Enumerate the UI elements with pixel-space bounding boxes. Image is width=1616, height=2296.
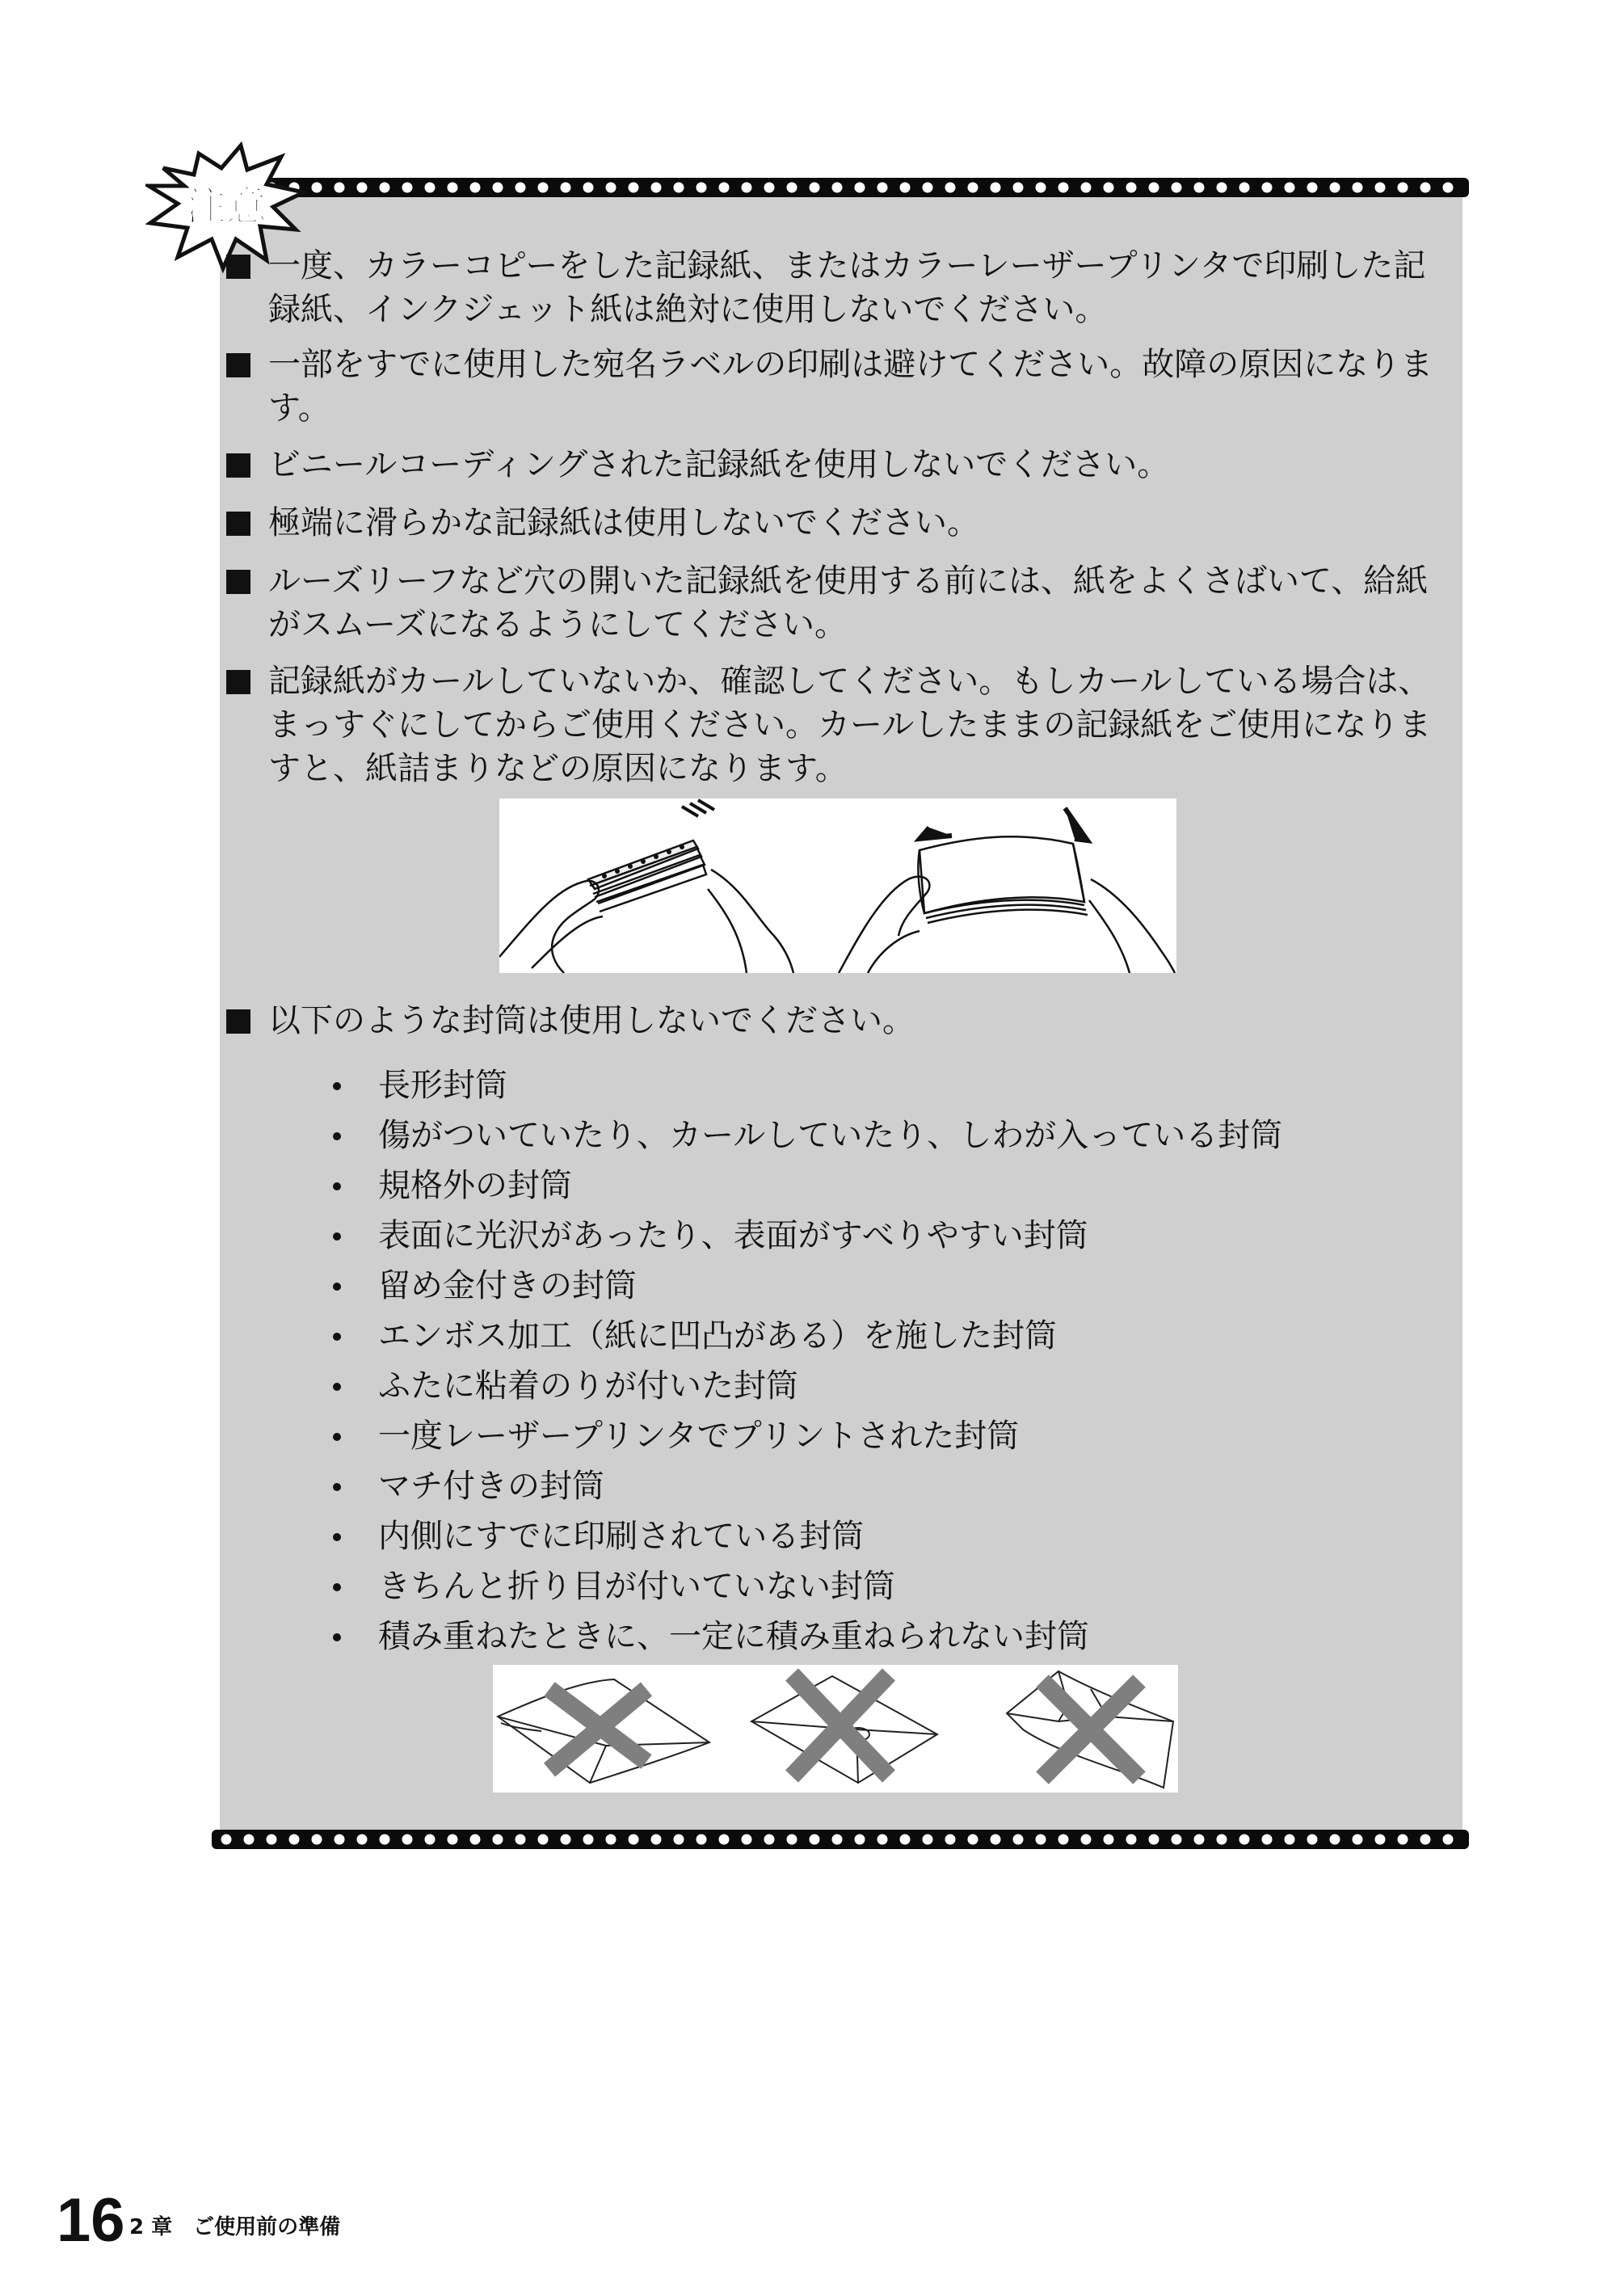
- perforation-dot: [221, 1835, 232, 1845]
- bullet-icon: [333, 1533, 341, 1541]
- bending-paper-stack-icon: [839, 808, 1175, 973]
- perforation-dot: [1172, 1835, 1182, 1845]
- perforation-dot: [1375, 183, 1386, 193]
- perforation-dot: [380, 1835, 390, 1845]
- perforation-dot: [516, 1835, 526, 1845]
- fanning-paper-stack-icon: [499, 800, 793, 973]
- perforation-dot: [1307, 1835, 1318, 1845]
- list-item: 内側にすでに印刷されている封筒: [330, 1511, 1445, 1561]
- perforation-dot: [538, 1835, 549, 1845]
- perforation-dot: [583, 183, 594, 193]
- bullet-icon: [333, 1433, 341, 1441]
- perforation-dot: [1217, 183, 1227, 193]
- perforation-dot: [1194, 183, 1205, 193]
- perforation-dot: [923, 1835, 933, 1845]
- perforation-dot: [470, 1835, 481, 1845]
- perforation-dot: [1217, 1835, 1227, 1845]
- perforation-dot: [787, 183, 797, 193]
- bullet-icon: [333, 1283, 341, 1291]
- page-number: 16: [57, 2186, 125, 2255]
- perforation-dot: [1013, 1835, 1024, 1845]
- caution-item-text: 極端に滑らかな記録紙は使用しないでください。: [268, 504, 979, 541]
- caution-item-text: ルーズリーフなど穴の開いた記録紙を使用する前には、紙をよくさばいて、給紙がスムーズになるようにしてください。: [268, 562, 1429, 643]
- square-bullet-icon: [226, 1009, 250, 1034]
- clasp-envelope-icon: [751, 1675, 937, 1783]
- square-bullet-icon: [226, 255, 250, 279]
- perforation-dot: [945, 1835, 956, 1845]
- perforation-dot: [538, 183, 549, 193]
- perforation-dot: [1081, 183, 1092, 193]
- caution-item-text: 一部をすでに使用した宛名ラベルの印刷は避けてください。故障の原因になります。: [268, 346, 1433, 427]
- perforation-dot: [1398, 1835, 1408, 1845]
- perforation-dot: [1126, 1835, 1137, 1845]
- bullet-icon: [333, 1633, 341, 1641]
- perforation-dot: [448, 183, 458, 193]
- caution-bottom-border: [212, 1830, 1469, 1849]
- caution-item-text: 一度、カラーコピーをした記録紙、またはカラーレーザープリンタで印刷した記録紙、インクジェット紙は絶対に使用しないでください。: [268, 247, 1426, 328]
- caution-item-6: [226, 659, 1454, 790]
- perforation-dot: [561, 183, 571, 193]
- perforation-dot: [651, 1835, 662, 1845]
- wrinkled-envelope-icon: [1007, 1671, 1173, 1788]
- square-bullet-icon: [226, 570, 250, 594]
- caution-item-7: [226, 999, 1454, 1043]
- perforation-dot: [267, 1835, 277, 1845]
- perforation-dot: [312, 1835, 322, 1845]
- bullet-icon: [333, 1182, 341, 1190]
- perforation-dot: [244, 1835, 255, 1845]
- perforation-dot: [1149, 1835, 1159, 1845]
- perforation-dot: [1149, 183, 1159, 193]
- square-bullet-icon: [226, 353, 250, 377]
- perforation-dot: [900, 183, 911, 193]
- list-item: 積み重ねたときに、一定に積み重ねられない封筒: [330, 1611, 1445, 1662]
- perforation-dot: [945, 183, 956, 193]
- list-item: 規格外の封筒: [330, 1161, 1445, 1211]
- perforation-dot: [1262, 1835, 1273, 1845]
- perforation-dot: [1126, 183, 1137, 193]
- curled-envelope-icon: [498, 1679, 709, 1783]
- unsuitable-envelopes-illustration: [493, 1665, 1178, 1793]
- perforation-dot: [335, 183, 345, 193]
- perforation-dot: [810, 183, 820, 193]
- perforation-dot: [493, 183, 503, 193]
- caution-item-5: [226, 559, 1454, 647]
- perforation-dot: [312, 183, 322, 193]
- perforation-dot: [651, 183, 662, 193]
- perforation-dot: [855, 1835, 865, 1845]
- perforation-dot: [877, 1835, 888, 1845]
- perforation-dot: [1262, 183, 1273, 193]
- list-item: ふたに粘着のりが付いた封筒: [330, 1361, 1445, 1411]
- perforation-dot: [493, 1835, 503, 1845]
- perforation-dot: [1330, 1835, 1340, 1845]
- perforation-dot: [357, 183, 368, 193]
- perforation-dot: [1194, 1835, 1205, 1845]
- chapter-title: 2 章 ご使用前の準備: [129, 2215, 341, 2239]
- perforation-dot: [1104, 183, 1114, 193]
- caution-item-3: [226, 443, 1454, 487]
- bullet-icon: [333, 1383, 341, 1391]
- square-bullet-icon: [226, 670, 250, 694]
- perforation-dot: [1013, 183, 1024, 193]
- perforation-dot: [1307, 183, 1318, 193]
- perforation-dot: [470, 183, 481, 193]
- bullet-icon: [333, 1082, 341, 1090]
- perforation-dot: [1353, 183, 1363, 193]
- perforation-dot: [742, 1835, 752, 1845]
- perforation-dot: [810, 1835, 820, 1845]
- perforation-dot: [289, 1835, 300, 1845]
- perforation-dot: [1420, 1835, 1431, 1845]
- perforation-dot: [1058, 1835, 1069, 1845]
- perforation-dot: [1443, 183, 1454, 193]
- perforation-dot: [380, 183, 390, 193]
- perforation-dot: [674, 1835, 684, 1845]
- perforation-dot: [1239, 183, 1250, 193]
- list-item: 傷がついていたり、カールしていたり、しわが入っている封筒: [330, 1110, 1445, 1161]
- perforation-dot: [1172, 183, 1182, 193]
- perforation-dot: [516, 183, 526, 193]
- bullet-icon: [333, 1483, 341, 1491]
- perforation-dot: [1036, 183, 1046, 193]
- bullet-icon: [333, 1333, 341, 1341]
- perforation-dot: [855, 183, 865, 193]
- perforation-dot: [606, 1835, 617, 1845]
- perforation-dot: [832, 1835, 843, 1845]
- perforation-dot: [674, 183, 684, 193]
- caution-item-text: 記録紙がカールしていないか、確認してください。もしカールしている場合は、まっすぐにしてからご使用ください。カールしたままの記録紙をご使用になりますと、紙詰まりなどの原因になります。: [268, 663, 1432, 787]
- perforation-dot: [1285, 1835, 1295, 1845]
- caution-top-border: [212, 178, 1469, 197]
- perforation-dot: [402, 183, 413, 193]
- perforation-dot: [1058, 183, 1069, 193]
- list-item: 一度レーザープリンタでプリントされた封筒: [330, 1411, 1445, 1461]
- perforation-dot: [448, 1835, 458, 1845]
- perforation-dot: [764, 183, 775, 193]
- perforation-dot: [402, 1835, 413, 1845]
- square-bullet-icon: [226, 512, 250, 536]
- list-item: エンボス加工（紙に凹凸がある）を施した封筒: [330, 1311, 1445, 1361]
- perforation-dot: [1420, 183, 1431, 193]
- perforation-dot: [561, 1835, 571, 1845]
- perforation-dot: [425, 183, 436, 193]
- caution-label: 注意: [186, 183, 267, 230]
- perforation-dot: [832, 183, 843, 193]
- perforation-dot: [1375, 1835, 1386, 1845]
- envelope-list: [330, 1060, 1445, 1662]
- list-item: 表面に光沢があったり、表面がすべりやすい封筒: [330, 1211, 1445, 1261]
- perforation-dot: [991, 1835, 1001, 1845]
- caution-item-1: [226, 244, 1454, 331]
- perforation-dot: [629, 1835, 639, 1845]
- perforation-dot: [606, 183, 617, 193]
- perforation-dot: [900, 1835, 911, 1845]
- perforation-dot: [877, 183, 888, 193]
- bullet-icon: [333, 1132, 341, 1140]
- caution-item-4: [226, 501, 1454, 545]
- list-item: 留め金付きの封筒: [330, 1261, 1445, 1311]
- perforation-dot: [1353, 1835, 1363, 1845]
- perforation-dot: [357, 1835, 368, 1845]
- perforation-dot: [764, 1835, 775, 1845]
- perforation-dot: [629, 183, 639, 193]
- bullet-icon: [333, 1583, 341, 1591]
- perforation-dot: [787, 1835, 797, 1845]
- list-item: きちんと折り目が付いていない封筒: [330, 1561, 1445, 1611]
- perforation-dot: [696, 183, 707, 193]
- perforation-dot: [696, 1835, 707, 1845]
- bullet-icon: [333, 1232, 341, 1241]
- perforation-dot: [1285, 183, 1295, 193]
- perforation-dot: [1081, 1835, 1092, 1845]
- square-bullet-icon: [226, 453, 250, 478]
- caution-item-text: ビニールコーディングされた記録紙を使用しないでください。: [268, 446, 1170, 483]
- perforation-dot: [968, 183, 978, 193]
- perforation-dot: [719, 183, 730, 193]
- perforation-dot: [1398, 183, 1408, 193]
- perforation-dot: [1330, 183, 1340, 193]
- caution-item-text: 以下のような封筒は使用しないでください。: [268, 1002, 915, 1039]
- list-item: 長形封筒: [330, 1060, 1445, 1110]
- perforation-dot: [1239, 1835, 1250, 1845]
- perforation-dot: [1036, 1835, 1046, 1845]
- perforation-dot: [968, 1835, 978, 1845]
- perforation-dot: [719, 1835, 730, 1845]
- perforation-dot: [1104, 1835, 1114, 1845]
- perforation-dot: [923, 183, 933, 193]
- perforation-dot: [742, 183, 752, 193]
- paper-fanning-illustration: [499, 798, 1176, 973]
- perforation-dot: [1443, 1835, 1454, 1845]
- caution-item-2: [226, 343, 1454, 430]
- perforation-dot: [991, 183, 1001, 193]
- perforation-dot: [583, 1835, 594, 1845]
- perforation-dot: [425, 1835, 436, 1845]
- list-item: マチ付きの封筒: [330, 1461, 1445, 1511]
- perforation-dot: [335, 1835, 345, 1845]
